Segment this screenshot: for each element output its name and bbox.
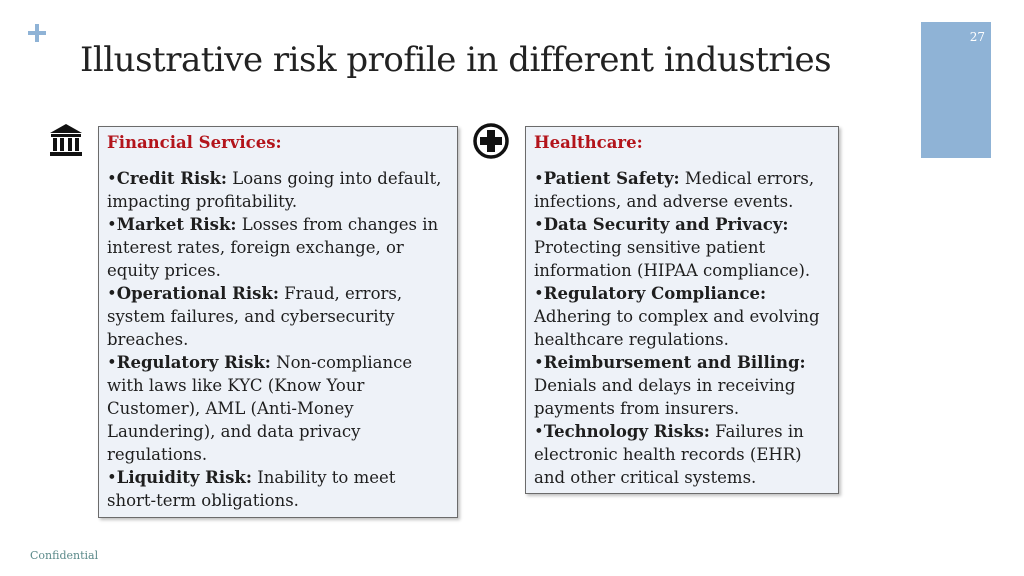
risk-name: Technology Risks:	[543, 422, 710, 441]
financial-services-card	[98, 126, 458, 518]
risk-name: Credit Risk:	[116, 169, 228, 188]
page-title: Illustrative risk profile in different industries	[80, 40, 832, 80]
risk-description: Fraud, errors, system failures, and cybersecurity breaches.	[107, 284, 403, 349]
list-item: •Regulatory Risk: Non-compliance with laws like KYC (Know Your Customer), AML (Anti-Money Laundering), and data privacy regulations.	[107, 353, 413, 464]
financial-heading: Financial Services:	[107, 133, 282, 152]
medical-cross-icon	[472, 122, 510, 160]
list-item: •Reimbursement and Billing: Denials and delays in receiving payments from insurers.	[534, 353, 806, 418]
list-item: •Operational Risk: Fraud, errors, system failures, and cybersecurity breaches.	[107, 284, 403, 349]
list-item: •Regulatory Compliance: Adhering to complex and evolving healthcare regulations.	[534, 284, 820, 349]
footer-confidential: Confidential	[30, 549, 99, 562]
healthcare-heading: Healthcare:	[534, 133, 643, 152]
risk-description: Adhering to complex and evolving healthcare regulations.	[534, 307, 820, 349]
risk-name: Regulatory Compliance:	[543, 284, 767, 303]
healthcare-risk-list	[534, 167, 830, 489]
risk-description: Loans going into default, impacting profitability.	[107, 169, 442, 211]
risk-description: Protecting sensitive patient information (HIPAA compliance).	[534, 238, 811, 280]
bank-icon	[48, 122, 84, 158]
risk-name: Reimbursement and Billing:	[543, 353, 806, 372]
risk-description: Denials and delays in receiving payments from insurers.	[534, 376, 796, 418]
risk-name: Data Security and Privacy:	[543, 215, 789, 234]
page-number-box	[921, 22, 991, 158]
plus-icon	[26, 22, 48, 44]
risk-description: Non-compliance with laws like KYC (Know Your Customer), AML (Anti-Money Laundering), and data privacy regulations.	[107, 353, 413, 464]
risk-description: Medical errors, infections, and adverse events.	[534, 169, 815, 211]
page-number: 27	[969, 30, 985, 44]
risk-description: Failures in electronic health records (EHR) and other critical systems.	[534, 422, 804, 487]
list-item: •Liquidity Risk: Inability to meet short-term obligations.	[107, 468, 396, 510]
risk-name: Operational Risk:	[116, 284, 279, 303]
list-item: •Technology Risks: Failures in electronic health records (EHR) and other critical systems.	[534, 422, 804, 487]
healthcare-card	[525, 126, 839, 494]
risk-description: Losses from changes in interest rates, foreign exchange, or equity prices.	[107, 215, 439, 280]
risk-name: Regulatory Risk:	[116, 353, 271, 372]
risk-description: Inability to meet short-term obligations.	[107, 468, 396, 510]
risk-name: Market Risk:	[116, 215, 237, 234]
list-item: •Data Security and Privacy: Protecting sensitive patient information (HIPAA compliance).	[534, 215, 811, 280]
financial-risk-list	[107, 167, 449, 512]
list-item: •Credit Risk: Loans going into default, impacting profitability.	[107, 169, 442, 211]
list-item: •Patient Safety: Medical errors, infections, and adverse events.	[534, 169, 815, 211]
risk-name: Liquidity Risk:	[116, 468, 252, 487]
risk-name: Patient Safety:	[543, 169, 680, 188]
list-item: •Market Risk: Losses from changes in interest rates, foreign exchange, or equity prices.	[107, 215, 439, 280]
